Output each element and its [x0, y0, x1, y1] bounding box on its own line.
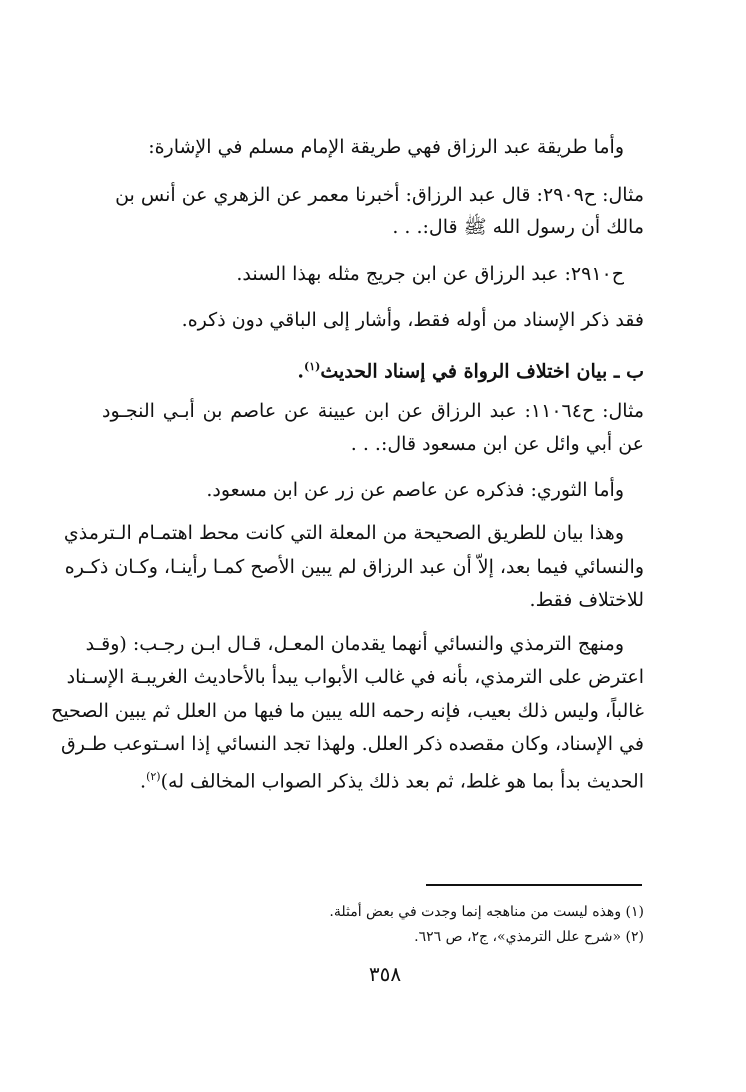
- text-line: والنسائي فيما بعد، إلاّ أن عبد الرزاق لم يبين الأصح كمـا رأينـا، وكـان ذكـره: [64, 556, 644, 578]
- text-line-end: .: [140, 770, 147, 793]
- text-line: وأما طريقة عبد الرزاق فهي طريقة الإمام مسلم في الإشارة:: [148, 136, 624, 158]
- footnote: (١) وهذه ليست من مناهجه إنما وجدت في بعض أمثلة.: [329, 904, 644, 920]
- text-line: ومنهج الترمذي والنسائي أنهما يقدمان المعـل، قـال ابـن رجـب: (وقـد: [85, 633, 624, 655]
- text-line: فقد ذكر الإسناد من أوله فقط، وأشار إلى الباقي دون ذكره.: [181, 309, 644, 331]
- section-heading: [297, 352, 644, 386]
- text-line: مثال: ح٢٩٠٩: قال عبد الرزاق: أخبرنا معمر عن الزهري عن أنس بن: [115, 184, 644, 206]
- text-line: في الإسناد، وكان مقصده ذكر العلل. ولهذا تجد النسائي إذا اسـتوعب طـرق: [60, 733, 644, 755]
- section-heading-end: .: [297, 360, 305, 383]
- page-number: ٣٥٨: [368, 962, 402, 986]
- text-line: للاختلاف فقط.: [529, 589, 644, 611]
- text-line: ح٢٩١٠: عبد الرزاق عن ابن جريج مثله بهذا السند.: [236, 263, 624, 285]
- footnote-ref: (٢): [146, 770, 161, 783]
- text-line: مثال: ح١١٠٦٤: عبد الرزاق عن ابن عيينة عن عاصم بن أبـي النجـود: [102, 400, 644, 422]
- footnote: (٢) «شرح علل الترمذي»، ج٢، ص ٦٢٦.: [414, 929, 644, 945]
- footnote-ref: (١): [304, 360, 321, 373]
- text-line: وأما الثوري: فذكره عن عاصم عن زر عن ابن مسعود.: [206, 479, 624, 501]
- text-line: وهذا بيان للطريق الصحيحة من المعلة التي كانت محط اهتمـام الـترمذي: [63, 522, 624, 544]
- text-line: اعترض على الترمذي، بأنه في غالب الأبواب يبدأ بالأحاديث الغريبـة الإسـناد: [66, 666, 644, 688]
- text-line: [140, 762, 644, 796]
- section-heading-text: ب ـ بيان اختلاف الرواة في إسناد الحديث: [320, 360, 644, 383]
- text-line: عن أبي وائل عن ابن مسعود قال:. . .: [350, 433, 644, 455]
- text-line-body: الحديث بدأ بما هو غلط، ثم بعد ذلك يذكر الصواب المخالف له): [160, 770, 644, 793]
- footnote-divider: [426, 884, 642, 886]
- text-line: مالك أن رسول الله ﷺ قال:. . .: [392, 216, 644, 238]
- text-line: غالباً، وليس ذلك بعيب، فإنه رحمه الله يبين ما فيها من العلل ثم يبين الصحيح: [51, 700, 644, 722]
